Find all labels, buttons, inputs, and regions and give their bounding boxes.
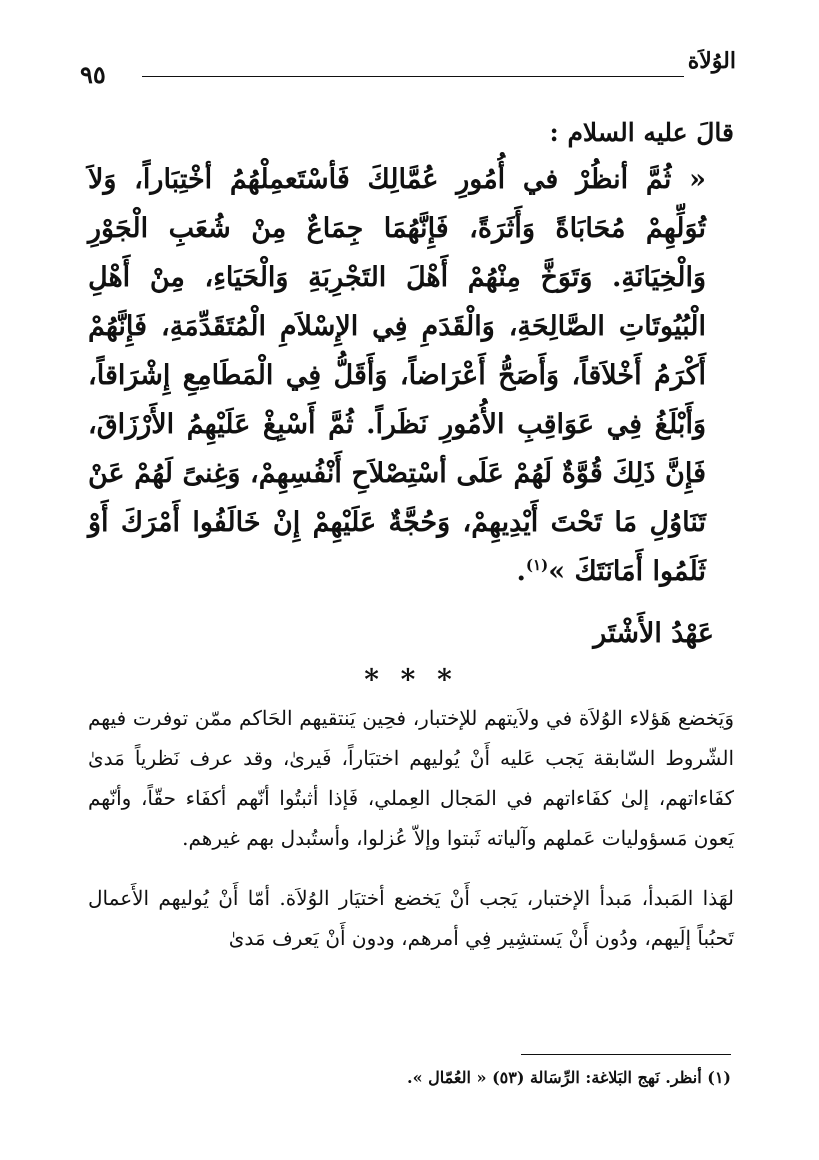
footnote-rule [521,1054,731,1055]
quote-intro: قالَ عليه السلام : [549,118,734,147]
footnote: (١) أنظر. نَهج البَلاغة: الرِّسَالة (٥٣) « العُمّال ». [407,1068,731,1087]
page-number: ٩٥ [80,60,106,89]
quote-text: « ثُمَّ أنظُرْ في أُمُورِ عُمَّالِكَ فَأسْتَعمِلْهُمُ أخْتِبَاراً، وَلاَ تُوَلِّهِمْ مُحَابَاةً وَأَثَرَةً، فَإِنَّهُمَا جِمَاعٌ مِنْ شُعَبِ الْجَوْرِ وَالْخِيَانَةِ. وَتَوَخَّ مِنْهُمْ أَهْلَ التَجْرِبَةِ وَالْحَيَاءِ، مِنْ أَهْلِ الْبُيُوتَاتِ الصَّالِحَةِ، وَالْقَدَمِ فِي الإِسْلاَمِ الْمُتَقَدِّمَةِ، فَإِنَّهُمْ أَكْرَمُ أَخْلاَقاً، وَأَصَحُّ أَعْرَاضاً، وَأَقَلُّ فِي الْمَطَامِعِ إِشْرَاقاً، وَأَبْلَغُ فِي عَوَاقِبِ الأُمُورِ نَظَراً. ثُمَّ أَسْبِغْ عَلَيْهِمُ الأَرْزَاقَ، فَإِنَّ ذَلِكَ قُوَّةٌ لَهُمْ عَلَى أسْتِصْلاَحِ أَنْفُسِهِمْ، وَغِنىً لَهُمْ عَنْ تَنَاوُلِ مَا تَحْتَ أَيْدِيهِمْ، وَحُجَّةٌ عَلَيْهِمْ إِنْ خَالَفُوا أَمْرَكَ أَوْ ثَلَمُوا أَمَانَتَكَ » [88,164,706,587]
quote-source: عَهْدُ الأَشْتَر [593,618,714,649]
running-title: الوُلاَة [687,48,736,74]
body-paragraph: وَيَخضع هَؤلاء الوُلاَة في ولاَيتهم للإختبار، فحِين يَنتقيهم الحَاكم ممّن توفرت فيهم الشّروط السّابقة يَجب عَليه أَنْ يُوليهم اختبَاراً، فَيرىٰ، وقد عرف نَظرياً مَدىٰ كفَاءاتهم، إلىٰ كفَاءاتهم في المَجال العِملي، فَإذا أثبتُوا أنّهم أكفَاء حقّاً، وأنّهم يَعون مَسؤوليات عَملهم وآلياته ثَبتوا وإلاّ عُزلوا، وأستُبدل بهم غيرهم. [88,706,734,850]
footnote-marker[interactable]: (١) [525,556,549,574]
header-rule [142,76,684,77]
page-header [80,48,736,88]
quote-terminal: . [516,556,526,587]
page-body [88,108,734,978]
section-separator: * * * [364,663,458,696]
body-paragraph: لهَذا المَبدأ، مَبدأ الإختبار، يَجب أَنْ يَخضع أختيَار الوُلاَة. أمّا أَنْ يُوليهم الأَعمال تَحبُباً إلَيهم، ودُون أَنْ يَستشِير فِي أمرهم، ودون أَنْ يَعرف مَدىٰ [88,886,734,950]
quote-block [88,155,734,596]
